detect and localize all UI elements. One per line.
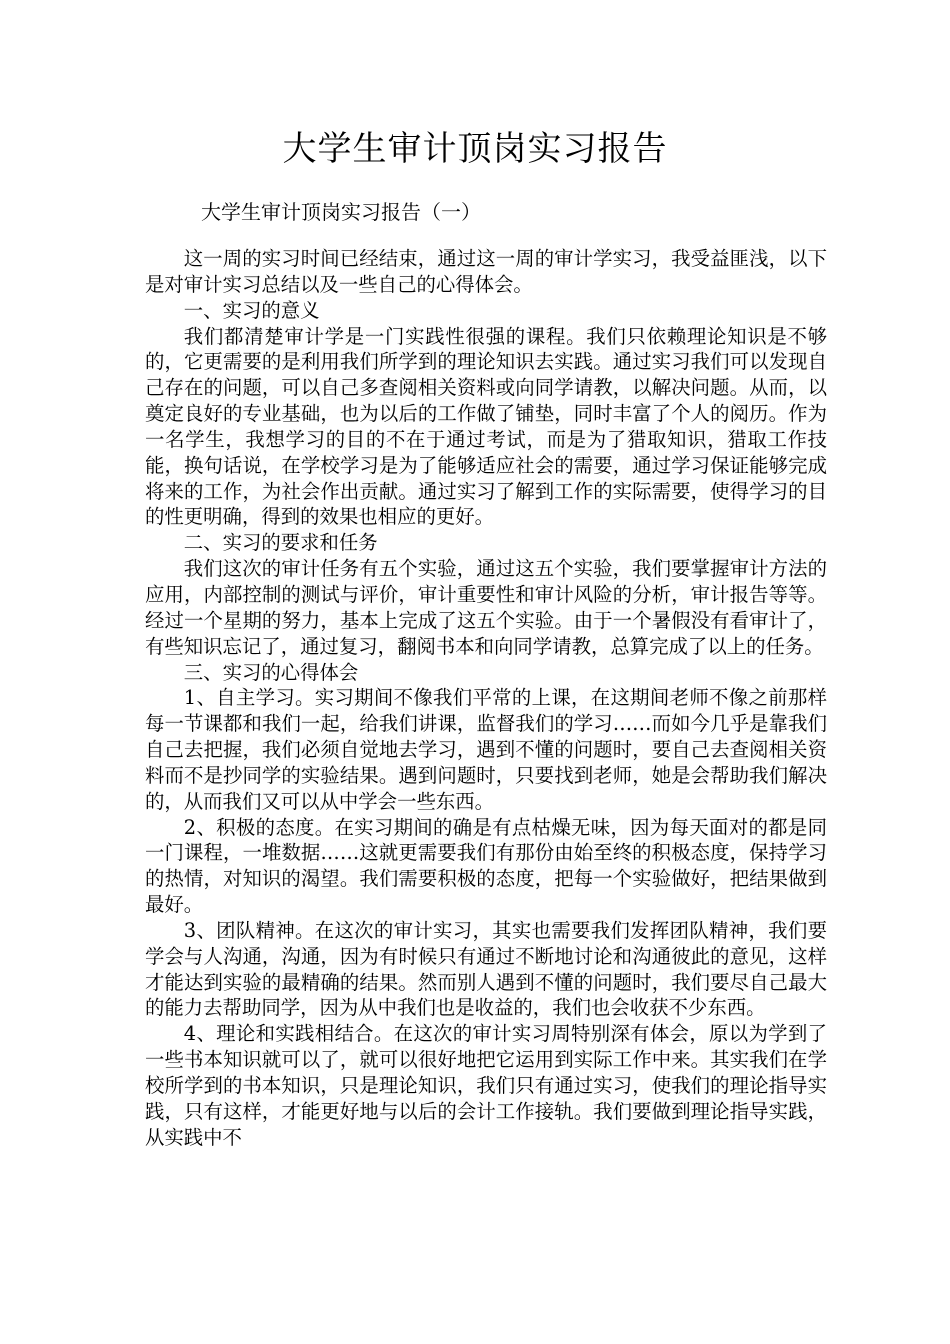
document-title: 大学生审计顶岗实习报告 [282,129,668,169]
document-subtitle: 大学生审计顶岗实习报告（一） [201,200,481,224]
section-heading-experience: 三、实习的心得体会 [183,660,359,684]
section-heading-meaning: 一、实习的意义 [183,298,320,322]
paragraph-attitude: 2、积极的态度。在实习期间的确是有点枯燥无味，因为每天面对的都是同一门课程，一堆数据……这就更需要我们有那份由始至终的积极态度，保持学习的热情，对知识的渴望。我们需要积极的态度，把每一个实验做好，把结果做到最好。 [145,815,827,917]
paragraph-theory-practice: 4、理论和实践相结合。在这次的审计实习周特别深有体会，原以为学到了一些书本知识就可以了，就可以很好地把它运用到实际工作中来。其实我们在学校所学到的书本知识，只是理论知识，我们只有通过实习，使我们的理论指导实践，只有这样，才能更好地与以后的会计工作接轨。我们要做到理论指导实践，从实践中不 [145,1022,827,1149]
document-body [145,246,827,1151]
paragraph-requirements: 我们这次的审计任务有五个实验，通过这五个实验，我们要掌握审计方法的应用，内部控制的测试与评价，审计重要性和审计风险的分析，审计报告等等。经过一个星期的努力，基本上完成了这五个实验。由于一个暑假没有看审计了，有些知识忘记了，通过复习，翻阅书本和向同学请教，总算完成了以上的任务。 [145,557,827,658]
section-heading-requirements: 二、实习的要求和任务 [183,531,378,555]
paragraph-meaning: 我们都清楚审计学是一门实践性很强的课程。我们只依赖理论知识是不够的，它更需要的是利用我们所学到的理论知识去实践。通过实习我们可以发现自己存在的问题，可以自己多查阅相关资料或向同学请教，以解决问题。从而，以奠定良好的专业基础，也为以后的工作做了铺垫，同时丰富了个人的阅历。作为一名学生，我想学习的目的不在于通过考试，而是为了猎取知识，猎取工作技能，换句话说，在学校学习是为了能够适应社会的需要，通过学习保证能够完成将来的工作，为社会作出贡献。通过实习了解到工作的实际需要，使得学习的目的性更明确，得到的效果也相应的更好。 [145,324,827,529]
paragraph-teamwork: 3、团队精神。在这次的审计实习，其实也需要我们发挥团队精神，我们要学会与人沟通，沟通，因为有时候只有通过不断地讨论和沟通彼此的意见，这样才能达到实验的最精确的结果。然而别人遇到不懂的问题时，我们要尽自己最大的能力去帮助同学，因为从中我们也是收益的，我们也会收获不少东西。 [145,918,827,1020]
paragraph-intro: 这一周的实习时间已经结束，通过这一周的审计学实习，我受益匪浅，以下是对审计实习总结以及一些自己的心得体会。 [145,247,827,296]
paragraph-self-study: 1、自主学习。实习期间不像我们平常的上课，在这期间老师不像之前那样每一节课都和我们一起，给我们讲课，监督我们的学习……而如今几乎是靠我们自己去把握，我们必须自觉地去学习，遇到不懂的问题时，要自己去查阅相关资料而不是抄同学的实验结果。遇到问题时，只要找到老师，她是会帮助我们解决的，从而我们又可以从中学会一些东西。 [145,686,827,813]
